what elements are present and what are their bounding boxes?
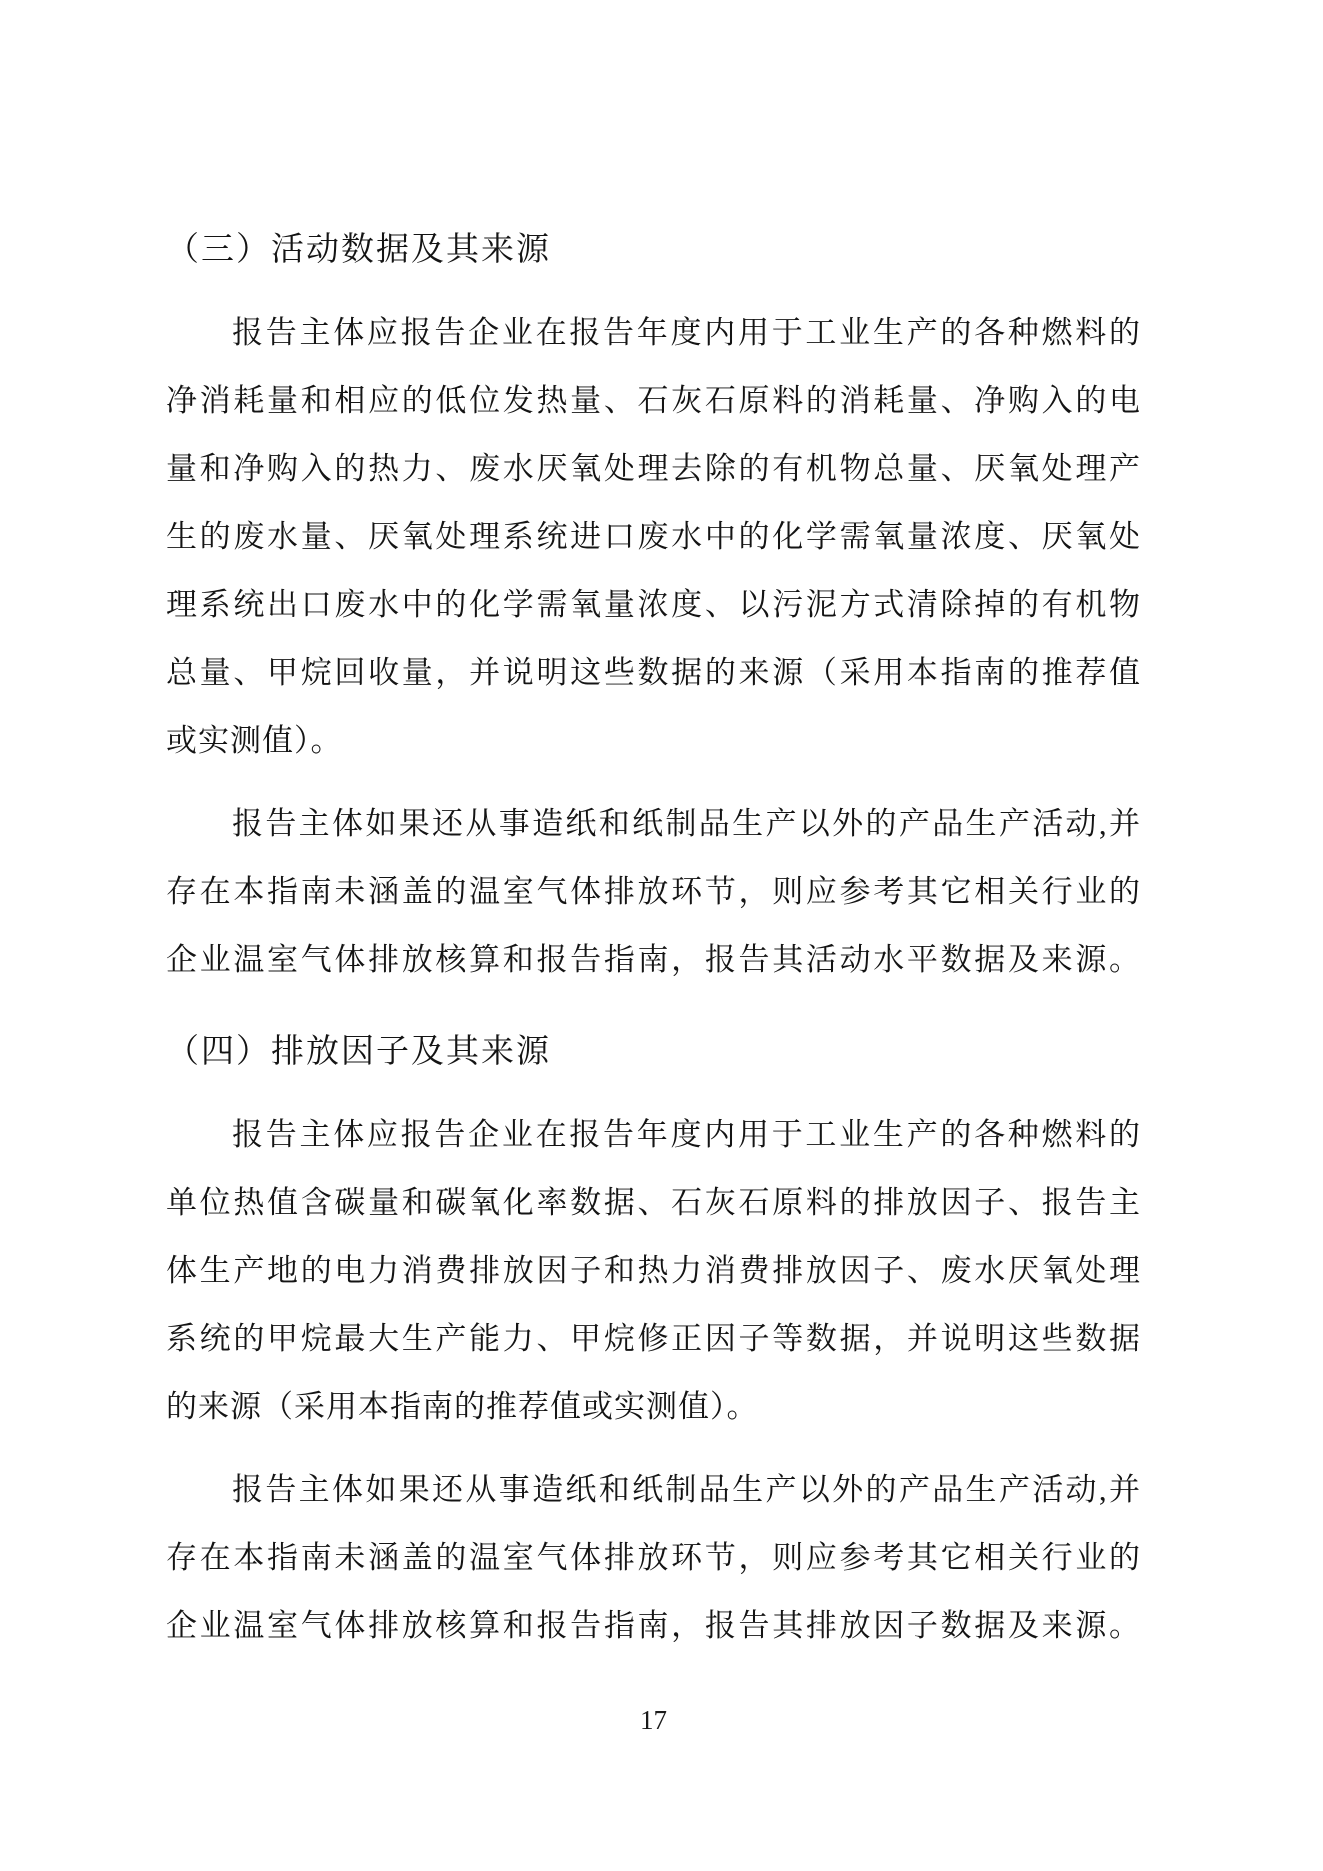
text-line: 的来源（采用本指南的推荐值或实测值）。 [166,1389,759,1424]
text-line: 存在本指南未涵盖的温室气体排放环节，则应参考其它相关行业的 [166,1540,1141,1575]
text-line: 报告主体如果还从事造纸和纸制品生产以外的产品生产活动,并 [232,806,1141,841]
text-line: 单位热值含碳量和碳氧化率数据、石灰石原料的排放因子、报告主 [166,1185,1141,1220]
section-heading-4: （四）排放因子及其来源 [166,1034,551,1070]
text-line: 企业温室气体排放核算和报告指南，报告其活动水平数据及来源。 [166,942,1141,977]
page-number: 17 [640,1705,667,1735]
page-body [166,192,1141,1660]
text-line: 理系统出口废水中的化学需氧量浓度、以污泥方式清除掉的有机物 [166,587,1141,622]
text-line: 报告主体应报告企业在报告年度内用于工业生产的各种燃料的 [232,315,1141,350]
paragraph [166,299,1141,775]
text-line: 报告主体如果还从事造纸和纸制品生产以外的产品生产活动,并 [232,1472,1141,1507]
paragraph [166,790,1141,994]
text-line: 生的废水量、厌氧处理系统进口废水中的化学需氧量浓度、厌氧处 [166,519,1141,554]
section-heading-3: （三）活动数据及其来源 [166,232,551,268]
paragraph [166,1456,1141,1660]
text-line: 净消耗量和相应的低位发热量、石灰石原料的消耗量、净购入的电 [166,383,1141,418]
text-line: 报告主体应报告企业在报告年度内用于工业生产的各种燃料的 [232,1117,1141,1152]
text-line: 总量、甲烷回收量，并说明这些数据的来源（采用本指南的推荐值 [166,655,1141,690]
text-line: 体生产地的电力消费排放因子和热力消费排放因子、废水厌氧处理 [166,1253,1141,1288]
text-line: 系统的甲烷最大生产能力、甲烷修正因子等数据，并说明这些数据 [166,1321,1141,1356]
text-line: 企业温室气体排放核算和报告指南，报告其排放因子数据及来源。 [166,1608,1141,1643]
text-line: 量和净购入的热力、废水厌氧处理去除的有机物总量、厌氧处理产 [166,451,1141,486]
text-line: 存在本指南未涵盖的温室气体排放环节，则应参考其它相关行业的 [166,874,1141,909]
text-line: 或实测值）。 [166,723,343,758]
paragraph [166,1101,1141,1441]
